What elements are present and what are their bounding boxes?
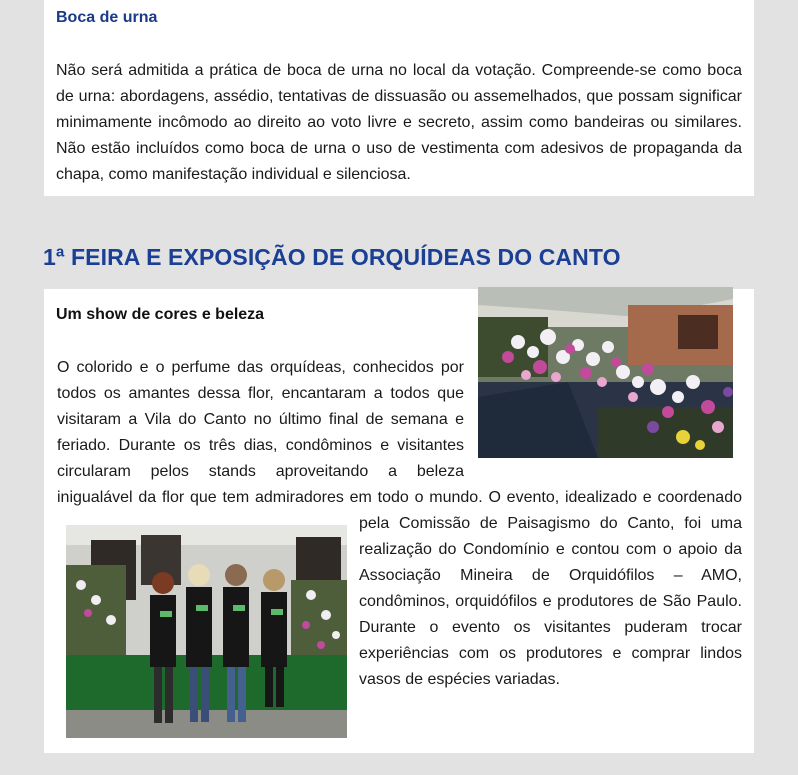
feira-article-card (44, 289, 754, 753)
boca-de-urna-body: Não será admitida a prática de boca de urna no local da votação. Compreende-se como boca de urna: abordagens, assédio, tentativas de dissuasão ou assemelhados, que possam significar minimamente incômodo ao direito ao voto livre e secreto, assim como bandeiras ou similares. Não estão incluídos como boca de urna o uso de vestimenta com adesivos de propaganda da chapa, como manifestação individual e silenciosa. (56, 62, 742, 183)
feira-section-title: 1ª FEIRA E EXPOSIÇÃO DE ORQUÍDEAS DO CANTO (43, 244, 621, 270)
orchid-exhibition-photo (478, 287, 733, 458)
boca-de-urna-heading: Boca de urna (56, 9, 158, 26)
volunteers-group-illustration (66, 525, 347, 738)
boca-de-urna-card (44, 0, 754, 196)
feira-body: O colorido e o perfume das orquídeas, conhecidos por todos os amantes dessa flor, encantaram a todos que visitaram a Vila do Canto no último final de semana e feriado. Durante os três dias, condôminos e visitantes circularam pelos stands aproveitando a beleza inigualável da flor que tem admiradores em todo o mundo. O evento, idealizado e coordenado pela Comissão de Paisagismo do Canto, foi uma realização do Condomínio e contou com o apoio da Associação Mineira de Orquidófilos – AMO, condôminos, orquidófilos e produtores de São Paulo. Durante o evento os visitantes puderam trocar experiências com os produtores e comprar lindos vasos de espécies variadas. (57, 359, 742, 688)
orchid-exhibition-illustration (478, 287, 733, 458)
feira-subtitle: Um show de cores e beleza (56, 306, 265, 323)
volunteers-group-photo (66, 525, 347, 738)
